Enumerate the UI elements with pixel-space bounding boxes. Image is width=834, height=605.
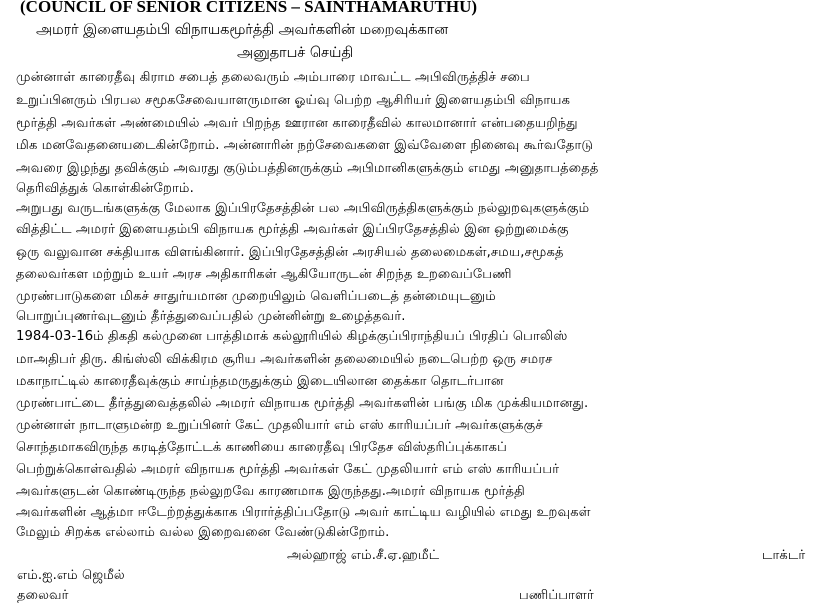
body-line: 1984-03-16ம் திகதி கல்முனை பாத்திமாக் கல்லூரியில் கிழக்குப்பிராந்தியப் பிரதிப் பொலிஸ் xyxy=(16,329,568,344)
title-line-1: அமரர் இளையதம்பி விநாயகமூர்த்தி அவர்களின் மறைவுக்கான xyxy=(36,22,449,38)
body-line: மகாநாட்டில் காரைதீவுக்கும் சாய்ந்தமருதுக்கும் இடையிலான தைக்கா தொடர்பான xyxy=(16,374,504,389)
signatory-name-director: எம்.ஐ.எம் ஜெமீல் xyxy=(17,568,125,583)
title-line-2: அனுதாபச் செய்தி xyxy=(237,45,354,61)
body-line: சொந்தமாகவிருந்த கரடித்தோட்டக் காணியை காரைதீவு பிரதேச விஸ்தரிப்புக்காகப் xyxy=(16,440,507,455)
body-line: வித்திட்ட அமரர் இளையதம்பி விநாயக மூர்த்தி அவர்கள் இப்பிரதேசத்தில் இன ஒற்றுமைக்கு xyxy=(16,222,569,237)
signatory-title-doctor: டாக்டர் xyxy=(762,548,806,563)
body-line: பொறுப்புணர்வுடனும் தீர்த்துவைப்பதில் முன்னின்று உழைத்தவர். xyxy=(16,309,406,324)
body-line: மேலும் சிறக்க எல்லாம் வல்ல இறைவனை வேண்டுகின்றோம். xyxy=(16,525,390,540)
body-line: அவர்களுடன் கொண்டிருந்த நல்லுறவே காரணமாக இருந்தது.அமரர் விநாயக மூர்த்தி xyxy=(16,484,526,499)
body-line: முன்னாள் காரைதீவு கிராம சபைத் தலைவரும் அம்பாரை மாவட்ட அபிவிருத்திச் சபை xyxy=(16,70,530,85)
body-line: பெற்றுக்கொள்வதில் அமரர் விநாயக மூர்த்தி அவர்கள் கேட் முதலியார் எம் எஸ் காரியப்பர் xyxy=(16,462,560,477)
body-line: அவரை இழந்து தவிக்கும் அவரது குடும்பத்தினருக்கும் அபிமானிகளுக்கும் எமது அனுதாபத்தைத் xyxy=(16,161,599,176)
body-line: முன்னாள் நாடாளுமன்ற உறுப்பினர் கேட் முதலியார் எம் எஸ் காரியப்பர் அவர்களுக்குச் xyxy=(16,418,543,433)
organization-heading: (COUNCIL OF SENIOR CITIZENS – SAINTHAMARUTHU) xyxy=(20,0,478,16)
body-line: மூர்த்தி அவர்கள் அண்மையில் அவர் பிறந்த ஊரான காரைதீவில் காலமானார் என்பதையறிந்து xyxy=(16,116,578,131)
body-line: தலைவர்கள மற்றும் உயர் அரச அதிகாரிகள் ஆகியோருடன் சிறந்த உறவைப்பேணி xyxy=(16,267,512,282)
body-line: உறுப்பினரும் பிரபல சமூகசேவையாளருமான ஓய்வு பெற்ற ஆசிரியர் இளையதம்பி விநாயக xyxy=(16,93,571,108)
body-line: தெரிவித்துக் கொள்கின்றோம். xyxy=(16,181,194,196)
body-line: மாஅதிபர் திரு. கிங்ஸ்லி விக்கிரம சூரிய அவர்களின் தலைமையில் நடைபெற்ற ஒரு சமரச xyxy=(16,352,553,367)
body-line: முரண்பாடுகளை மிகச் சாதுர்யமான முறையிலும் வெளிப்படைத் தன்மையுடனும் xyxy=(16,289,496,304)
body-line: ஒரு வலுவான சக்தியாக விளங்கினார். இப்பிரதேசத்தின் அரசியல் தலைமைகள்,சமய,சமூகத் xyxy=(16,245,564,260)
body-line: மிக மனவேதனையடைகின்றோம். அன்னாரின் நற்சேவைகளை இவ்வேளை நினைவு கூர்வதோடு xyxy=(16,138,594,153)
body-line: அறுபது வருடங்களுக்கு மேலாக இப்பிரதேசத்தின் பல அபிவிருத்திகளுக்கும் நல்லுறவுகளுக்கும் xyxy=(16,201,590,216)
body-line: முரண்பாட்டை தீர்த்துவைத்தலில் அமரர் விநாயக மூர்த்தி அவர்களின் பங்கு மிக முக்கியமானது. xyxy=(16,396,589,411)
signatory-role-chairman: தலைவர் xyxy=(17,588,69,603)
signatory-name-chairman: அல்ஹாஜ் எம்.சீ.ஏ.ஹமீட் xyxy=(287,548,440,563)
body-line: அவர்களின் ஆத்மா ஈடேற்றத்துக்காக பிரார்த்திப்பதோடு அவர் காட்டிய வழியில் எமது உறவுகள் xyxy=(16,505,591,520)
signatory-role-director: பணிப்பாளர் xyxy=(519,588,594,603)
